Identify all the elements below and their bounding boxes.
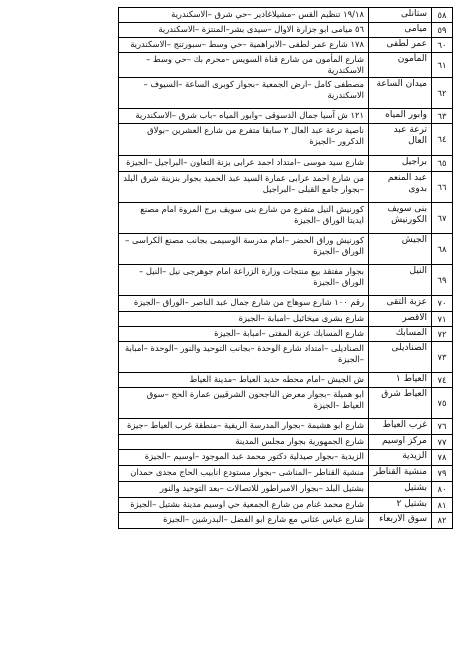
branch-address: شارع المأمون من شارع قناة السويس –محرم بك –حي وسط –الاسكندرية (119, 53, 369, 78)
row-number: ٨٢ (432, 513, 453, 529)
branch-name: عزبة التقى (369, 296, 432, 312)
row-number: ٥٩ (432, 23, 453, 38)
branch-name: عبد المنعم بدوى (369, 172, 432, 203)
table-row (119, 124, 453, 156)
branch-address: ابو هميلة –بجوار معرض الناجحون الشرقيين عمارة الحج –سوق العياط –الجيزة (119, 388, 369, 419)
table-row (119, 53, 453, 78)
branch-address: بجوار مفتقد بيع منتجات وزارة الزراعة امام جوهرجى نيل –النيل –الوراق –الجيزة (119, 265, 369, 296)
branch-address: شارع محمد غنام من شارع الجمعية حي اوسيم مدينة بشتيل –الجيزة (119, 498, 369, 513)
branch-name: الصناديلى (369, 342, 432, 373)
branch-address: مصطفى كامل –ارض الجمعية –بجوار كوبرى الساعة –السيوف –الاسكندرية (119, 78, 369, 109)
branch-name: مركز اوسيم (369, 435, 432, 450)
branch-address: ١٢١ ش آسيا جمال الدسوقى –وابور المياه –باب شرق –الاسكندرية (119, 109, 369, 124)
row-number: ٧٤ (432, 373, 453, 388)
addresses-table (118, 7, 453, 529)
table-row (119, 312, 453, 327)
branch-name: النيل (369, 265, 432, 296)
branch-address: ناصية ترعة عبد العال ٢ سابقا متفرع من شارع العشرين –بولاق الدكرور –الجيزة (119, 124, 369, 156)
table-row (119, 156, 453, 172)
row-number: ٧٩ (432, 466, 453, 482)
branch-address: شارع الجمهورية بجوار مجلس المدينة (119, 435, 369, 450)
row-number: ٦٧ (432, 203, 453, 234)
table-row (119, 234, 453, 265)
addresses-table-container (118, 7, 453, 529)
table-row (119, 388, 453, 419)
branch-name: الاقصر (369, 312, 432, 327)
row-number: ٦٢ (432, 78, 453, 109)
row-number: ٦٦ (432, 172, 453, 203)
table-row (119, 8, 453, 23)
branch-address: ٥٦ ميامى ابو جزارة الاوال –سيدى بشر–المنتزة –الاسكندرية (119, 23, 369, 38)
branch-name: بنى سويف الكورنيش (369, 203, 432, 234)
row-number: ٧٣ (432, 342, 453, 373)
table-row (119, 109, 453, 124)
branch-address: منشية القناطر –المناشى –بجوار مستودع انابيب الحاج مجدى حمدان (119, 466, 369, 482)
branch-name: عمر لطفى (369, 38, 432, 53)
table-row (119, 327, 453, 342)
branch-name: ستانلى (369, 8, 432, 23)
table-row (119, 78, 453, 109)
branch-name: العياط ١ (369, 373, 432, 388)
table-row (119, 38, 453, 53)
row-number: ٧٨ (432, 450, 453, 466)
table-row (119, 498, 453, 513)
row-number: ٦١ (432, 53, 453, 78)
branch-name: بشتيل ٢ (369, 498, 432, 513)
branch-address: كورنيش وراق الحضر –امام مدرسة الوسيمى بجانب مصنع الكراسى –الوراق –الجيزة (119, 234, 369, 265)
row-number: ٧٦ (432, 419, 453, 435)
row-number: ٧٢ (432, 327, 453, 342)
branch-name: ميدان الساعة (369, 78, 432, 109)
row-number: ٦٠ (432, 38, 453, 53)
row-number: ٥٨ (432, 8, 453, 23)
table-row (119, 265, 453, 296)
row-number: ٨١ (432, 498, 453, 513)
table-row (119, 296, 453, 312)
branch-address: رقم ١٠٠ شارع سوهاج من شارع جمال عبد الناصر –الوراق –الجيزة (119, 296, 369, 312)
branch-name: غرب العياط (369, 419, 432, 435)
row-number: ٦٥ (432, 156, 453, 172)
branch-address: شارع ابو هشيمة –بجوار المدرسة الريفية –منطقة غرب العياط –جيزة (119, 419, 369, 435)
table-row (119, 482, 453, 498)
branch-address: كورنيش النيل متفرع من شارع بنى سويف برج المروة امام مصنع ايديتا الوراق –الجيزة (119, 203, 369, 234)
row-number: ٦٣ (432, 109, 453, 124)
row-number: ٨٠ (432, 482, 453, 498)
branch-name: العياط شرق (369, 388, 432, 419)
branch-name: وابور المياه (369, 109, 432, 124)
branch-address: الزيدية –بجوار صيدلية دكتور محمد عبد الموجود –اوسيم –الجيزة (119, 450, 369, 466)
table-row (119, 373, 453, 388)
row-number: ٦٨ (432, 234, 453, 265)
branch-name: بشتيل (369, 482, 432, 498)
branch-address: من شارع احمد عرابى عمارة السيد عبد الحميد بجوار بنزينة شرق البلد –بجوار جامع القبلى –البراجيل (119, 172, 369, 203)
branch-name: المأمون (369, 53, 432, 78)
row-number: ٦٤ (432, 124, 453, 156)
branch-name: براجيل (369, 156, 432, 172)
branch-address: شارع عباس عثاني مع شارع ابو الفضل –البدرشين –الجيزة (119, 513, 369, 529)
branch-name: الزيدية (369, 450, 432, 466)
branch-name: سوق الاربعاء (369, 513, 432, 529)
row-number: ٧٠ (432, 296, 453, 312)
branch-address: ١٩/١٨ تنظيم القس –مشيلاغادير –حي شرق –الاسكندرية (119, 8, 369, 23)
branch-address: الصناديلى –امتداد شارع الوحدة –بجانب التوحيد والنور –الوحدة –امبابة –الجيزة (119, 342, 369, 373)
branch-address: شارع المسابك عزبة المفتى –امبابة –الجيزة (119, 327, 369, 342)
branch-name: منشية القناطر (369, 466, 432, 482)
table-row (119, 23, 453, 38)
branch-name: المسابك (369, 327, 432, 342)
branch-name: الجيش (369, 234, 432, 265)
branch-name: ترعة عبد العال (369, 124, 432, 156)
branch-address: شارع سيد موسى –امتداد احمد عرابى بزنة التعاون –البراجيل –الجيزة (119, 156, 369, 172)
table-row (119, 450, 453, 466)
branch-address: ١٧٨ شارع عمر لطفى –الابراهمية –حي وسط –سبورتنج –الاسكندرية (119, 38, 369, 53)
branch-address: شارع بشرى ميخائيل –امبابة –الجيزة (119, 312, 369, 327)
row-number: ٧٥ (432, 388, 453, 419)
table-row (119, 435, 453, 450)
branch-address: ش الجيش –امام محطه حديد العياط –مدينة العياط (119, 373, 369, 388)
table-row (119, 203, 453, 234)
table-row (119, 513, 453, 529)
row-number: ٧١ (432, 312, 453, 327)
table-row (119, 419, 453, 435)
table-row (119, 466, 453, 482)
branch-address: بشتيل البلد –بجوار الامبراطور للاتصالات –بعد التوحيد والنور (119, 482, 369, 498)
row-number: ٦٩ (432, 265, 453, 296)
table-row (119, 342, 453, 373)
addresses-table-body (119, 8, 453, 529)
row-number: ٧٧ (432, 435, 453, 450)
table-row (119, 172, 453, 203)
branch-name: ميامى (369, 23, 432, 38)
